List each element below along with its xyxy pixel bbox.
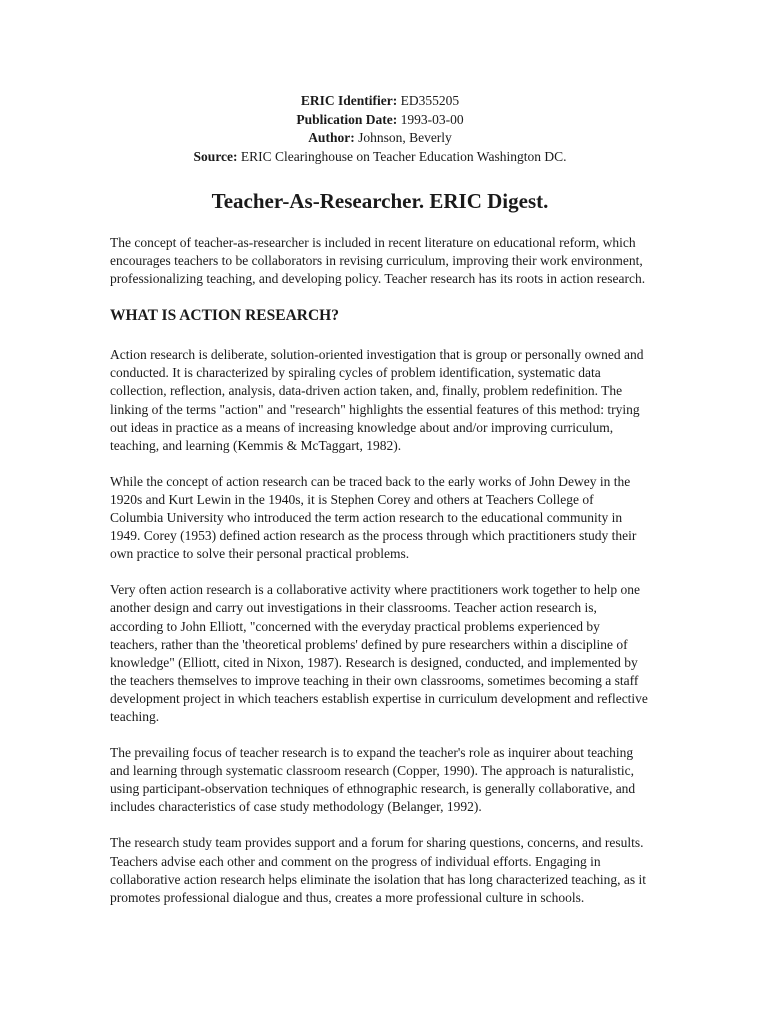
author-value: Johnson, Beverly	[358, 130, 452, 145]
document-metadata	[110, 92, 650, 166]
body-paragraph: The prevailing focus of teacher research is to expand the teacher's role as inquirer about teaching and learning through systematic classroom research (Copper, 1990). The approach is naturalistic, using participant-observation techniques of ethnographic research, is generally collaborative, and includes characteristics of case study methodology (Belanger, 1992).	[110, 745, 636, 815]
source-value: ERIC Clearinghouse on Teacher Education Washington DC.	[240, 148, 567, 164]
eric-identifier-label: ERIC Identifier:	[300, 93, 398, 108]
document-title: Teacher-As-Researcher. ERIC Digest.	[211, 189, 549, 213]
intro-paragraph: The concept of teacher-as-researcher is included in recent literature on educational reform, which encourages teachers to be collaborators in revising curriculum, improving their work environment, professionalizing teaching, and developing policy. Teacher research has its roots in action research.	[110, 235, 646, 287]
eric-identifier-line	[110, 92, 650, 111]
source-label: Source:	[193, 148, 238, 164]
author-label: Author:	[308, 130, 355, 145]
source-line	[110, 148, 650, 167]
body-paragraph: The research study team provides support and a forum for sharing questions, concerns, and results. Teachers advise each other and comment on the progress of individual efforts. Engaging in collaborative action research helps eliminate the isolation that has long characterized teaching, as it promotes professional dialogue and thus, creates a more professional culture in schools.	[110, 835, 647, 905]
body-paragraph: While the concept of action research can be traced back to the early works of John Dewey in the 1920s and Kurt Lewin in the 1940s, it is Stephen Corey and others at Teachers College of Columbia University who introduced the term action research to the educational community in 1949. Corey (1953) defined action research as the process through which practitioners study their own practice to solve their personal practical problems.	[110, 473, 637, 562]
author-line	[110, 129, 650, 148]
publication-date-label: Publication Date:	[296, 111, 398, 127]
section-heading: WHAT IS ACTION RESEARCH?	[110, 307, 339, 325]
eric-identifier-value: ED355205	[400, 93, 460, 108]
document-page	[110, 92, 650, 925]
publication-date-line	[110, 111, 650, 130]
publication-date-value: 1993-03-00	[400, 111, 464, 127]
body-paragraph: Action research is deliberate, solution-oriented investigation that is group or personally owned and conducted. It is characterized by spiraling cycles of problem identification, systematic data collection, reflection, analysis, data-driven action taken, and, finally, problem redefinition. The linking of the terms "action" and "research" highlights the essential features of this method: trying out ideas in practice as a means of increasing knowledge about and/or improving curriculum, teaching, and learning (Kemmis & McTaggart, 1982).	[110, 347, 644, 453]
body-paragraph: Very often action research is a collaborative activity where practitioners work together to help one another design and carry out investigations in their classrooms. Teacher action research is, according to John Elliott, "concerned with the everyday practical problems experienced by teachers, rather than the 'theoretical problems' defined by pure researchers within a discipline of knowledge" (Elliott, cited in Nixon, 1987). Research is designed, conducted, and implemented by the teachers themselves to improve teaching in their own classrooms, sometimes becoming a staff development project in which teachers establish expertise in curriculum development and reflective teaching.	[110, 582, 648, 724]
